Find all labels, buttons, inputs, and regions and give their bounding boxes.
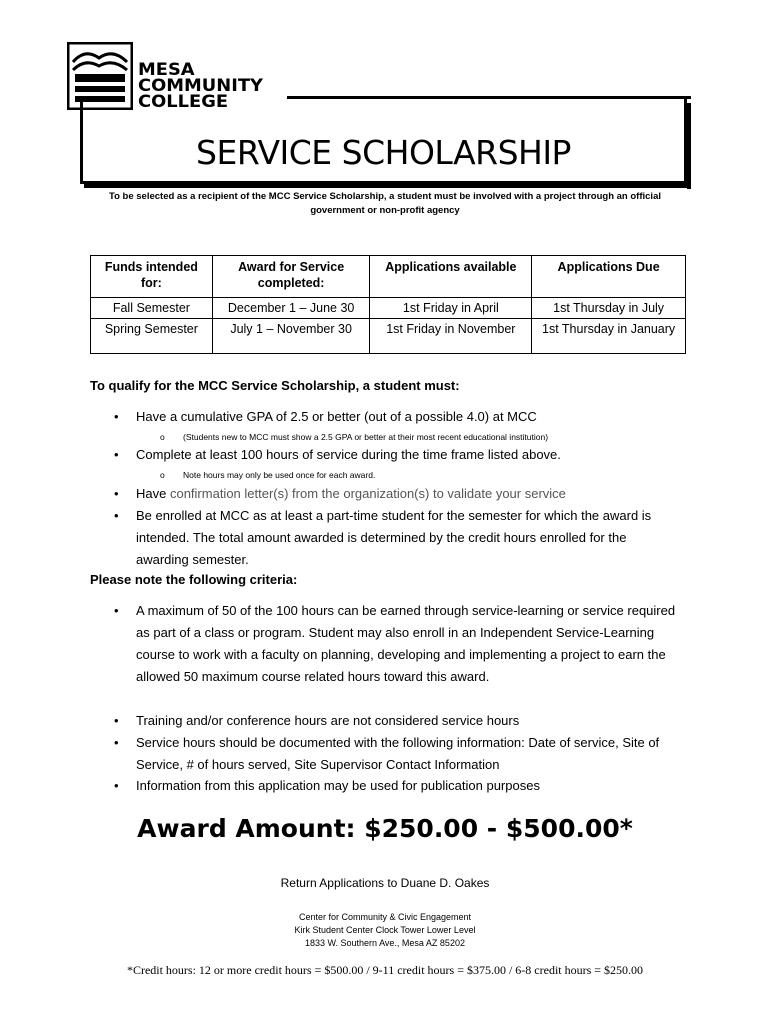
table-header: Applications available [370,256,532,298]
table-cell: 1st Friday in April [370,298,532,319]
table-cell: July 1 – November 30 [212,319,370,354]
bullet-icon: • [114,486,119,501]
address-line: 1833 W. Southern Ave., Mesa AZ 85202 [305,938,465,948]
bullet-icon: • [114,735,119,750]
return-instructions: Return Applications to Duane D. Oakes [280,876,490,890]
circle-bullet-icon: o [160,470,165,480]
bullet-icon: • [114,447,119,462]
list-item: Complete at least 100 hours of service during the time frame listed above. [136,447,561,462]
page-title: SERVICE SCHOLARSHIP [196,133,571,172]
address-line: Kirk Student Center Clock Tower Lower Level [294,925,476,935]
bullet-icon: • [114,508,119,523]
list-item: Training and/or conference hours are not considered service hours [136,713,520,728]
list-item-text: Have [136,486,170,501]
title-box-shadow [687,103,691,189]
table-cell: Spring Semester [91,319,213,354]
bullet-icon: • [114,603,119,618]
list-subitem: Note hours may only be used once for each award. [183,470,376,480]
bullet-icon: • [114,409,119,424]
criteria-heading: Please note the following criteria: [90,572,298,587]
table-header: Award for Service completed: [212,256,370,298]
list-item: Information from this application may be used for publication purposes [136,778,540,793]
table-cell: 1st Thursday in January [532,319,686,354]
list-item: A maximum of 50 of the 100 hours can be earned through service-learning or service required as part of a class or program. Student may also enroll in an Independent Service-Learning course to work with a faculty on planning, developing and implementing a project to earn the allowed 50 maximum course related hours toward this award. [136,603,676,684]
award-amount: Award Amount: $250.00 - $500.00* [137,814,633,843]
college-name-logo: MESA COMMUNITY COLLEGE [138,60,263,112]
list-subitem: (Students new to MCC must show a 2.5 GPA or better at their most recent educational institution) [183,432,549,442]
qualify-heading: To qualify for the MCC Service Scholarship, a student must: [90,378,460,393]
list-item: Be enrolled at MCC as at least a part-time student for the semester for which the award is intended. The total amount awarded is determined by the credit hours enrolled for the awarding semester. [136,508,652,567]
schedule-table [90,255,686,354]
table-header: Funds intended for: [91,256,213,298]
list-item [136,483,681,505]
list-item: Have a cumulative GPA of 2.5 or better (out of a possible 4.0) at MCC [136,409,537,424]
intro-text: To be selected as a recipient of the MCC Service Scholarship, a student must be involved with a project through an official government or non-profit agency [109,191,661,216]
bullet-icon: • [114,778,119,793]
title-box-shadow-bottom [84,184,691,188]
circle-bullet-icon: o [160,432,165,442]
table-row [91,319,686,354]
address-line: Center for Community & Civic Engagement [298,912,472,922]
table-cell: 1st Thursday in July [532,298,686,319]
list-item: Service hours should be documented with the following information: Date of service, Site of Service, # of hours served, Site Supervisor Contact Information [136,735,660,772]
table-header-row [91,256,686,298]
list-item-text-grey: confirmation letter(s) from the organization(s) to validate your service [169,486,566,501]
table-cell: 1st Friday in November [370,319,532,354]
address-block [80,911,690,950]
credit-hours-note: *Credit hours: 12 or more credit hours = $500.00 / 9-11 credit hours = $375.00 / 6-8 credit hours = $250.00 [126,963,644,977]
table-header: Applications Due [532,256,686,298]
bullet-icon: • [114,713,119,728]
table-cell: Fall Semester [91,298,213,319]
table-row [91,298,686,319]
table-cell: December 1 – June 30 [212,298,370,319]
